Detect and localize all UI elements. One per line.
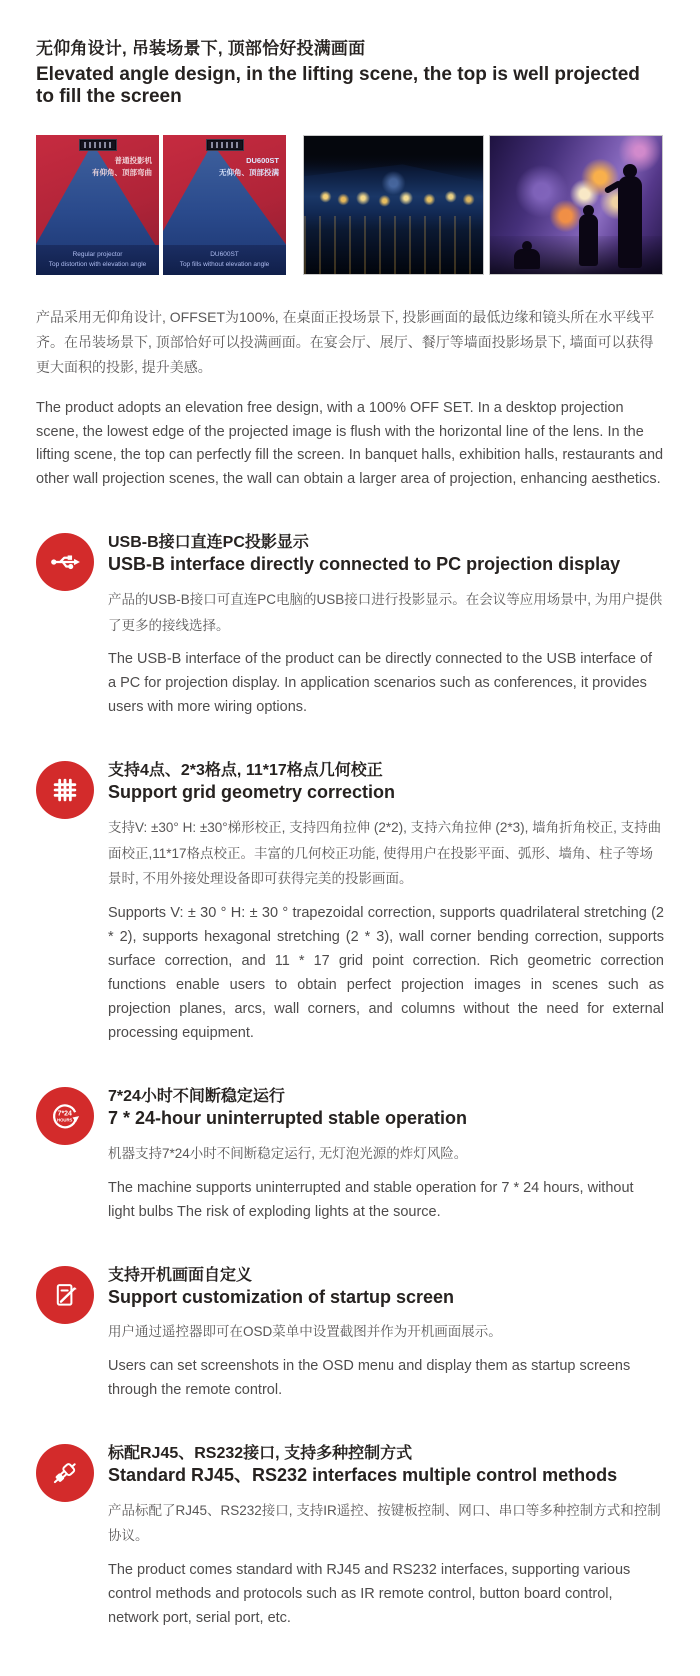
panel-caption-line: 有仰角、顶部弯曲 [92,167,152,177]
gallery-photo-immersive-room [489,135,663,275]
comparison-panel-du600st [163,135,286,275]
feature-title-en: Standard RJ45、RS232 interfaces multiple control methods [108,1464,618,1485]
feature-title-zh: 支持开机画面自定义 [108,1266,253,1284]
panel-caption-line: 普通投影机 [114,155,152,165]
panel-caption-top [92,155,152,179]
panel-caption-line: DU600ST [210,251,239,259]
feature-control-interfaces [36,1444,664,1630]
panel-caption-line: Regular projector [72,251,123,259]
feature-body-en: Users can set screenshots in the OSD menu and display them as startup screens through the remote control. [108,1357,631,1398]
hero-images [36,135,664,275]
panel-caption-bottom [36,250,159,270]
plug-icon [36,1444,94,1502]
page-header [36,34,664,109]
panel-caption-line: DU600ST [246,155,279,165]
silhouette-person [579,214,598,266]
panel-caption-line: 无仰角、顶部投满 [219,167,279,177]
feature-content [108,1444,664,1630]
ceiling-graphic [304,136,483,182]
custom-startup-icon [36,1266,94,1324]
intro-paragraph-zh: 产品采用无仰角设计, OFFSET为100%, 在桌面正投场景下, 投影画面的最低边缘和镜头所在水平线平齐。在吊装场景下, 顶部恰好可以投满画面。在宴会厅、展厅、餐厅等墙面投影场景下, 墙面可以获得更大面积的投影, 提升美感。 [36,308,655,376]
page-title-zh: 无仰角设计, 吊装场景下, 顶部恰好投满画面 [36,39,366,58]
feature-body-zh: 用户通过遥控器即可在OSD菜单中设置截图并作为开机画面展示。 [108,1324,502,1340]
feature-startup-screen [36,1266,664,1402]
feature-724-operation [36,1087,664,1223]
projector-graphic [206,139,244,151]
intro-paragraph-en: The product adopts an elevation free design, with a 100% OFF SET. In a desktop projection scene, the lowest edge of the projected image is flush with the horizontal line of the lens. In the lifting scene, the top can perfectly fill the screen. In banquet halls, exhibition halls, restaurants and other wall projection scenes, the wall can obtain a larger area of projection, enhancing aesthetics. [36,400,664,487]
feature-body-zh: 支持V: ±30° H: ±30°梯形校正, 支持四角拉伸 (2*2), 支持六角拉伸 (2*3), 墙角折角校正, 支持曲面校正,11*17格点校正。丰富的几何校正功能, 使得用户在投影平面、弧形、墙角、柱子等场景时, 不用外接处理设备即可获得完美的投影画面。 [108,819,662,887]
feature-title-en: USB-B interface directly connected to PC projection display [108,554,621,575]
feature-body-en: The USB-B interface of the product can be directly connected to the USB interface of a PC for projection display. In application scenarios such as conferences, it provides users with more wiring options. [108,651,653,716]
feature-title-zh: 支持4点、2*3格点, 11*17格点几何校正 [108,762,383,780]
feature-body-zh: 机器支持7*24小时不间断稳定运行, 无灯泡光源的炸灯风险。 [108,1145,468,1161]
panel-caption-bottom [163,250,286,270]
page-title-en: Elevated angle design, in the lifting scene, the top is well projected to fill the screen [36,64,640,108]
gallery-photo-starry-projection [303,135,484,275]
feature-title-zh: 7*24小时不间断稳定运行 [108,1088,285,1106]
reflections-graphic [304,216,483,274]
feature-content [108,1087,664,1223]
feature-title-en: Support customization of startup screen [108,1286,455,1307]
panel-caption-line: Top fills without elevation angle [179,261,270,269]
feature-usb [36,533,664,719]
usb-icon [36,533,94,591]
feature-title-en: Support grid geometry correction [108,782,396,803]
projector-graphic [79,139,117,151]
feature-title-zh: 标配RJ45、RS232接口, 支持多种控制方式 [108,1444,413,1462]
silhouette-person [514,249,540,269]
icon-text-7x24: 7*24 [57,1110,72,1118]
icon-text-hours: HOURS [57,1117,73,1123]
feature-body-en: The product comes standard with RJ45 and RS232 interfaces, supporting various control methods and protocols such as IR remote control, button board control, network port, serial port, etc. [108,1561,631,1626]
comparison-panel-regular [36,135,159,275]
feature-body-en: Supports V: ± 30 ° H: ± 30 ° trapezoidal correction, supports quadrilateral stretching (2 * 2), supports hexagonal stretching (2 * 3), wall corner bending correction, supports surface correction, and 11 * 17 grid point correction. Rich geometric correction functions enable users to obtain perfect projection images in scenes such as projection planes, arcs, wall corners, and columns without the need for external processing equipment. [108,904,664,1042]
feature-content [108,533,664,719]
feature-content [108,761,664,1045]
panel-caption-top [219,155,279,179]
feature-body-zh: 产品标配了RJ45、RS232接口, 支持IR遥控、按键板控制、网口、串口等多种控制方式和控制协议。 [108,1502,661,1544]
hours-7x24-icon [36,1087,94,1145]
feature-title-zh: USB-B接口直连PC投影显示 [108,534,309,552]
grid-icon [36,761,94,819]
feature-grid-correction [36,761,664,1045]
feature-title-en: 7 * 24-hour uninterrupted stable operation [108,1108,468,1129]
panel-caption-line: Top distortion with elevation angle [48,261,147,269]
silhouette-person [618,176,642,268]
comparison-image [36,135,286,275]
feature-body-en: The machine supports uninterrupted and stable operation for 7 * 24 hours, without light bulbs The risk of exploding lights at the source. [108,1179,634,1220]
feature-content [108,1266,664,1402]
feature-body-zh: 产品的USB-B接口可直连PC电脑的USB接口进行投影显示。在会议等应用场景中, 为用户提供了更多的接线选择。 [108,591,663,633]
